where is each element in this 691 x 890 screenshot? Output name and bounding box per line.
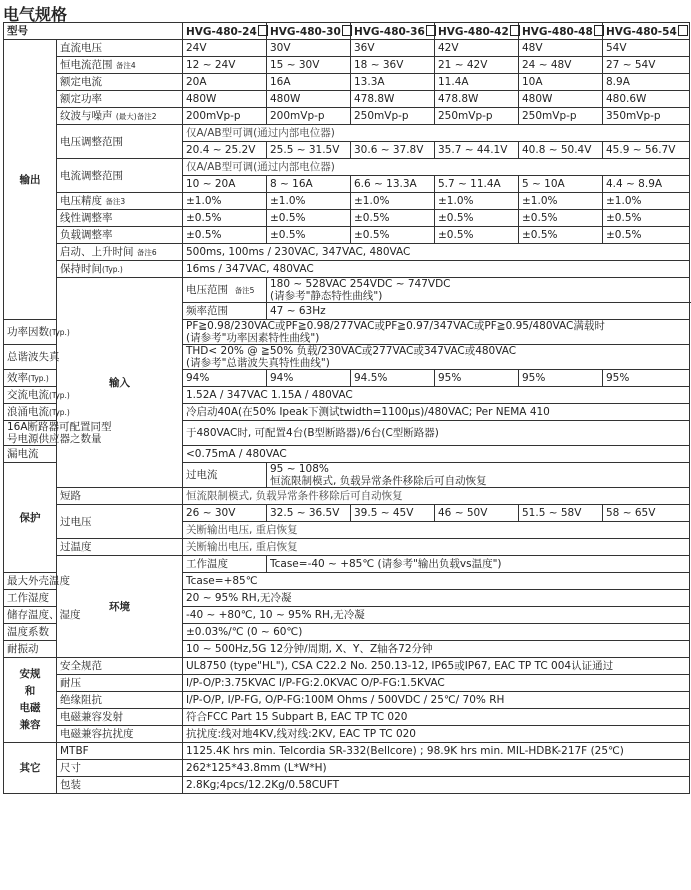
spec-value: 94% xyxy=(183,370,267,387)
spec-value: 35.7 ~ 44.1V xyxy=(435,142,519,159)
spec-value: Tcase=-40 ~ +85℃ (请参考"输出负载vs温度") xyxy=(267,556,690,573)
spec-value: 40.8 ~ 50.4V xyxy=(519,142,603,159)
spec-value: UL8750 (type"HL"), CSA C22.2 No. 250.13-12, IP65或IP67, EAC TP TC 004认证通过 xyxy=(183,658,690,675)
spec-label: 耐振动 xyxy=(4,641,57,658)
spec-row-isolation xyxy=(4,692,690,709)
spec-row-current-adj xyxy=(4,159,690,176)
spec-desc: 仅A/AB型可调(通过内部电位器) xyxy=(183,159,690,176)
spec-desc: 关断输出电压, 重启恢复 xyxy=(183,522,690,539)
spec-value: 10 ~ 500Hz,5G 12分钟/周期, X、Y、Z轴各72分钟 xyxy=(183,641,690,658)
spec-label: 过温度 xyxy=(57,539,183,556)
spec-row-short xyxy=(4,488,690,505)
spec-value: 250mVp-p xyxy=(435,108,519,125)
spec-row-hold xyxy=(4,261,690,278)
spec-value: 500ms, 100ms / 230VAC, 347VAC, 480VAC xyxy=(183,244,690,261)
spec-value: 5 ~ 10A xyxy=(519,176,603,193)
spec-label: 负载调整率 xyxy=(57,227,183,244)
spec-row-withstand xyxy=(4,675,690,692)
spec-label: 最大外壳温度 xyxy=(4,573,57,590)
spec-label: 额定功率 xyxy=(57,91,183,108)
spec-label: 恒电流范围 备注4 xyxy=(57,57,183,74)
model-row xyxy=(4,23,690,40)
spec-value: 20 ~ 95% RH,无冷凝 xyxy=(183,590,690,607)
spec-value: ±1.0% xyxy=(351,193,435,210)
spec-row-load-reg xyxy=(4,227,690,244)
spec-value: 24V xyxy=(183,40,267,57)
spec-row-working-temp xyxy=(4,556,690,573)
spec-value: PF≧0.98/230VAC或PF≧0.98/277VAC或PF≧0.97/347VAC或PF≧0.95/480VAC满载时 (请参考"功率因素特性曲线") xyxy=(183,320,690,345)
spec-table xyxy=(3,22,690,794)
spec-value: 24 ~ 48V xyxy=(519,57,603,74)
spec-row-cc-range xyxy=(4,57,690,74)
spec-value: 42V xyxy=(435,40,519,57)
spec-label: 浪涌电流(Typ.) xyxy=(4,404,57,421)
group-output: 输出 xyxy=(4,40,57,320)
spec-value: 32.5 ~ 36.5V xyxy=(267,505,351,522)
spec-row-emc-emission xyxy=(4,709,690,726)
spec-value: 18 ~ 36V xyxy=(351,57,435,74)
spec-value: 200mVp-p xyxy=(267,108,351,125)
spec-value: 48V xyxy=(519,40,603,57)
spec-value: 16ms / 347VAC, 480VAC xyxy=(183,261,690,278)
spec-label: 交流电流(Typ.) xyxy=(4,387,57,404)
spec-value: 6.6 ~ 13.3A xyxy=(351,176,435,193)
spec-value: 480.6W xyxy=(603,91,690,108)
spec-row-voltage-adj xyxy=(4,125,690,142)
spec-value: 15 ~ 30V xyxy=(267,57,351,74)
spec-value: 480W xyxy=(519,91,603,108)
model-name: HVG-480-36 xyxy=(351,23,435,40)
spec-value: 1.52A / 347VAC 1.15A / 480VAC xyxy=(183,387,690,404)
spec-value: 恒流限制模式, 负载异常条件移除后可自动恢复 xyxy=(183,488,690,505)
spec-value: 250mVp-p xyxy=(519,108,603,125)
spec-label: 过电流 xyxy=(183,463,267,488)
spec-value: 符合FCC Part 15 Subpart B, EAC TP TC 020 xyxy=(183,709,690,726)
spec-value: ±0.5% xyxy=(183,227,267,244)
spec-label: 耐压 xyxy=(57,675,183,692)
model-name: HVG-480-48 xyxy=(519,23,603,40)
spec-value: 250mVp-p xyxy=(351,108,435,125)
spec-value: ±1.0% xyxy=(519,193,603,210)
spec-value: 于480VAC时, 可配置4台(B型断路器)/6台(C型断路器) xyxy=(183,421,690,446)
spec-value: ±0.5% xyxy=(351,227,435,244)
spec-value: 200mVp-p xyxy=(183,108,267,125)
spec-label: 工作温度 xyxy=(183,556,267,573)
spec-value: 478.8W xyxy=(351,91,435,108)
spec-label: 工作湿度 xyxy=(4,590,57,607)
spec-value: 30.6 ~ 37.8V xyxy=(351,142,435,159)
spec-row-overvoltage xyxy=(4,505,690,522)
spec-value: 350mVp-p xyxy=(603,108,690,125)
spec-value: 95 ~ 108% 恒流限制模式, 负载异常条件移除后可自动恢复 xyxy=(267,463,690,488)
spec-value: 51.5 ~ 58V xyxy=(519,505,603,522)
spec-value: 5.7 ~ 11.4A xyxy=(435,176,519,193)
spec-value: ±0.5% xyxy=(603,210,690,227)
spec-value: ±1.0% xyxy=(183,193,267,210)
spec-value: 95% xyxy=(435,370,519,387)
spec-value: I/P-O/P:3.75KVAC I/P-FG:2.0KVAC O/P-FG:1.5KVAC xyxy=(183,675,690,692)
spec-value: 27 ~ 54V xyxy=(603,57,690,74)
spec-label: 储存温度、湿度 xyxy=(4,607,57,624)
spec-value: 58 ~ 65V xyxy=(603,505,690,522)
spec-value: ±0.5% xyxy=(519,210,603,227)
spec-value: 480W xyxy=(267,91,351,108)
spec-value: 11.4A xyxy=(435,74,519,91)
spec-value: ±0.5% xyxy=(519,227,603,244)
spec-value: 关断输出电压, 重启恢复 xyxy=(183,539,690,556)
spec-value: ±0.5% xyxy=(267,227,351,244)
page-title: 电气规格 xyxy=(3,5,68,24)
spec-label: 功率因数(Typ.) xyxy=(4,320,57,345)
spec-label: 额定电流 xyxy=(57,74,183,91)
spec-label: 电流调整范围 xyxy=(57,159,183,193)
spec-row-voltage-tol xyxy=(4,193,690,210)
group-safety-emc: 安规 和 电磁 兼容 xyxy=(4,658,57,743)
spec-value: ±0.5% xyxy=(351,210,435,227)
spec-value: 95% xyxy=(519,370,603,387)
spec-value: 262*125*43.8mm (L*W*H) xyxy=(183,760,690,777)
spec-value: 94% xyxy=(267,370,351,387)
spec-label: 启动、上升时间 备注6 xyxy=(57,244,183,261)
spec-value: ±1.0% xyxy=(435,193,519,210)
spec-label: 包装 xyxy=(57,777,183,794)
spec-row-setup xyxy=(4,244,690,261)
spec-value: THD< 20% @ ≧50% 负载/230VAC或277VAC或347VAC或480VAC (请参考"总谐波失真特性曲线") xyxy=(183,345,690,370)
spec-value: 抗扰度:线对地4KV,线对线:2KV, EAC TP TC 020 xyxy=(183,726,690,743)
spec-label: 电压精度 备注3 xyxy=(57,193,183,210)
spec-label: 总谐波失真 xyxy=(4,345,57,370)
spec-value: <0.75mA / 480VAC xyxy=(183,446,690,463)
spec-label: MTBF xyxy=(57,743,183,760)
spec-label: 过电压 xyxy=(57,505,183,539)
spec-desc: 仅A/AB型可调(通过内部电位器) xyxy=(183,125,690,142)
spec-label: 短路 xyxy=(57,488,183,505)
spec-label: 保持时间(Typ.) xyxy=(57,261,183,278)
spec-value: 2.8Kg;4pcs/12.2Kg/0.58CUFT xyxy=(183,777,690,794)
spec-value: ±0.5% xyxy=(267,210,351,227)
spec-value: 45.9 ~ 56.7V xyxy=(603,142,690,159)
spec-value: 54V xyxy=(603,40,690,57)
spec-row-safety-standards xyxy=(4,658,690,675)
spec-row-rated-power xyxy=(4,91,690,108)
spec-row-line-reg xyxy=(4,210,690,227)
spec-row-emc-immunity xyxy=(4,726,690,743)
spec-value: 10A xyxy=(519,74,603,91)
spec-value: 36V xyxy=(351,40,435,57)
spec-value: 10 ~ 20A xyxy=(183,176,267,193)
spec-row-input-voltage xyxy=(4,278,690,303)
spec-value: -40 ~ +80℃, 10 ~ 95% RH,无冷凝 xyxy=(183,607,690,624)
spec-value: 94.5% xyxy=(351,370,435,387)
group-protection: 保护 xyxy=(4,463,57,573)
spec-value: 30V xyxy=(267,40,351,57)
model-name: HVG-480-24 xyxy=(183,23,267,40)
spec-value: 480W xyxy=(183,91,267,108)
spec-value: 13.3A xyxy=(351,74,435,91)
spec-label: 16A断路器可配置同型 号电源供应器之数量 xyxy=(4,421,57,446)
spec-label: 电磁兼容抗扰度 xyxy=(57,726,183,743)
spec-row-mtbf xyxy=(4,743,690,760)
spec-label: 纹波与噪声 (最大)备注2 xyxy=(57,108,183,125)
spec-value: 25.5 ~ 31.5V xyxy=(267,142,351,159)
group-input: 输入 xyxy=(57,278,183,488)
spec-value: 1125.4K hrs min. Telcordia SR-332(Bellcore) ; 98.9K hrs min. MIL-HDBK-217F (25℃) xyxy=(183,743,690,760)
spec-value: 180 ~ 528VAC 254VDC ~ 747VDC (请参考"静态特性曲线") xyxy=(267,278,690,303)
model-name: HVG-480-30 xyxy=(267,23,351,40)
spec-label: 尺寸 xyxy=(57,760,183,777)
spec-row-overtemp xyxy=(4,539,690,556)
spec-label: 绝缘阻抗 xyxy=(57,692,183,709)
spec-value: 冷启动40A(在50% Ipeak下测试twidth=1100μs)/480VAC; Per NEMA 410 xyxy=(183,404,690,421)
spec-value: ±1.0% xyxy=(603,193,690,210)
spec-value: 39.5 ~ 45V xyxy=(351,505,435,522)
spec-value: I/P-O/P, I/P-FG, O/P-FG:100M Ohms / 500VDC / 25℃/ 70% RH xyxy=(183,692,690,709)
spec-value: 46 ~ 50V xyxy=(435,505,519,522)
spec-value: 20.4 ~ 25.2V xyxy=(183,142,267,159)
spec-label: 电压范围 备注5 xyxy=(183,278,267,303)
group-environment: 环境 xyxy=(57,556,183,658)
spec-value: 16A xyxy=(267,74,351,91)
model-name: HVG-480-42 xyxy=(435,23,519,40)
spec-value: 47 ~ 63Hz xyxy=(267,303,690,320)
spec-row-packing xyxy=(4,777,690,794)
spec-value: ±0.5% xyxy=(603,227,690,244)
spec-value: 20A xyxy=(183,74,267,91)
spec-value: 8.9A xyxy=(603,74,690,91)
spec-label: 线性调整率 xyxy=(57,210,183,227)
spec-label: 温度系数 xyxy=(4,624,57,641)
spec-value: ±0.5% xyxy=(435,227,519,244)
model-label: 型号 xyxy=(4,23,183,40)
spec-label: 漏电流 xyxy=(4,446,57,463)
spec-label: 频率范围 xyxy=(183,303,267,320)
spec-value: ±0.03%/℃ (0 ~ 60℃) xyxy=(183,624,690,641)
spec-row-dimension xyxy=(4,760,690,777)
spec-label: 安全规范 xyxy=(57,658,183,675)
spec-label: 直流电压 xyxy=(57,40,183,57)
spec-label: 电磁兼容发射 xyxy=(57,709,183,726)
spec-value: 21 ~ 42V xyxy=(435,57,519,74)
spec-value: ±1.0% xyxy=(267,193,351,210)
spec-value: ±0.5% xyxy=(183,210,267,227)
spec-value: 95% xyxy=(603,370,690,387)
spec-row-rated-current xyxy=(4,74,690,91)
model-name: HVG-480-54 xyxy=(603,23,690,40)
spec-value: 12 ~ 24V xyxy=(183,57,267,74)
spec-value: 26 ~ 30V xyxy=(183,505,267,522)
spec-value: ±0.5% xyxy=(435,210,519,227)
spec-row-ripple xyxy=(4,108,690,125)
spec-label: 效率(Typ.) xyxy=(4,370,57,387)
spec-value: 478.8W xyxy=(435,91,519,108)
spec-row-dc-voltage xyxy=(4,40,690,57)
spec-value: 8 ~ 16A xyxy=(267,176,351,193)
spec-value: Tcase=+85℃ xyxy=(183,573,690,590)
spec-label: 电压调整范围 xyxy=(57,125,183,159)
spec-value: 4.4 ~ 8.9A xyxy=(603,176,690,193)
group-others: 其它 xyxy=(4,743,57,794)
